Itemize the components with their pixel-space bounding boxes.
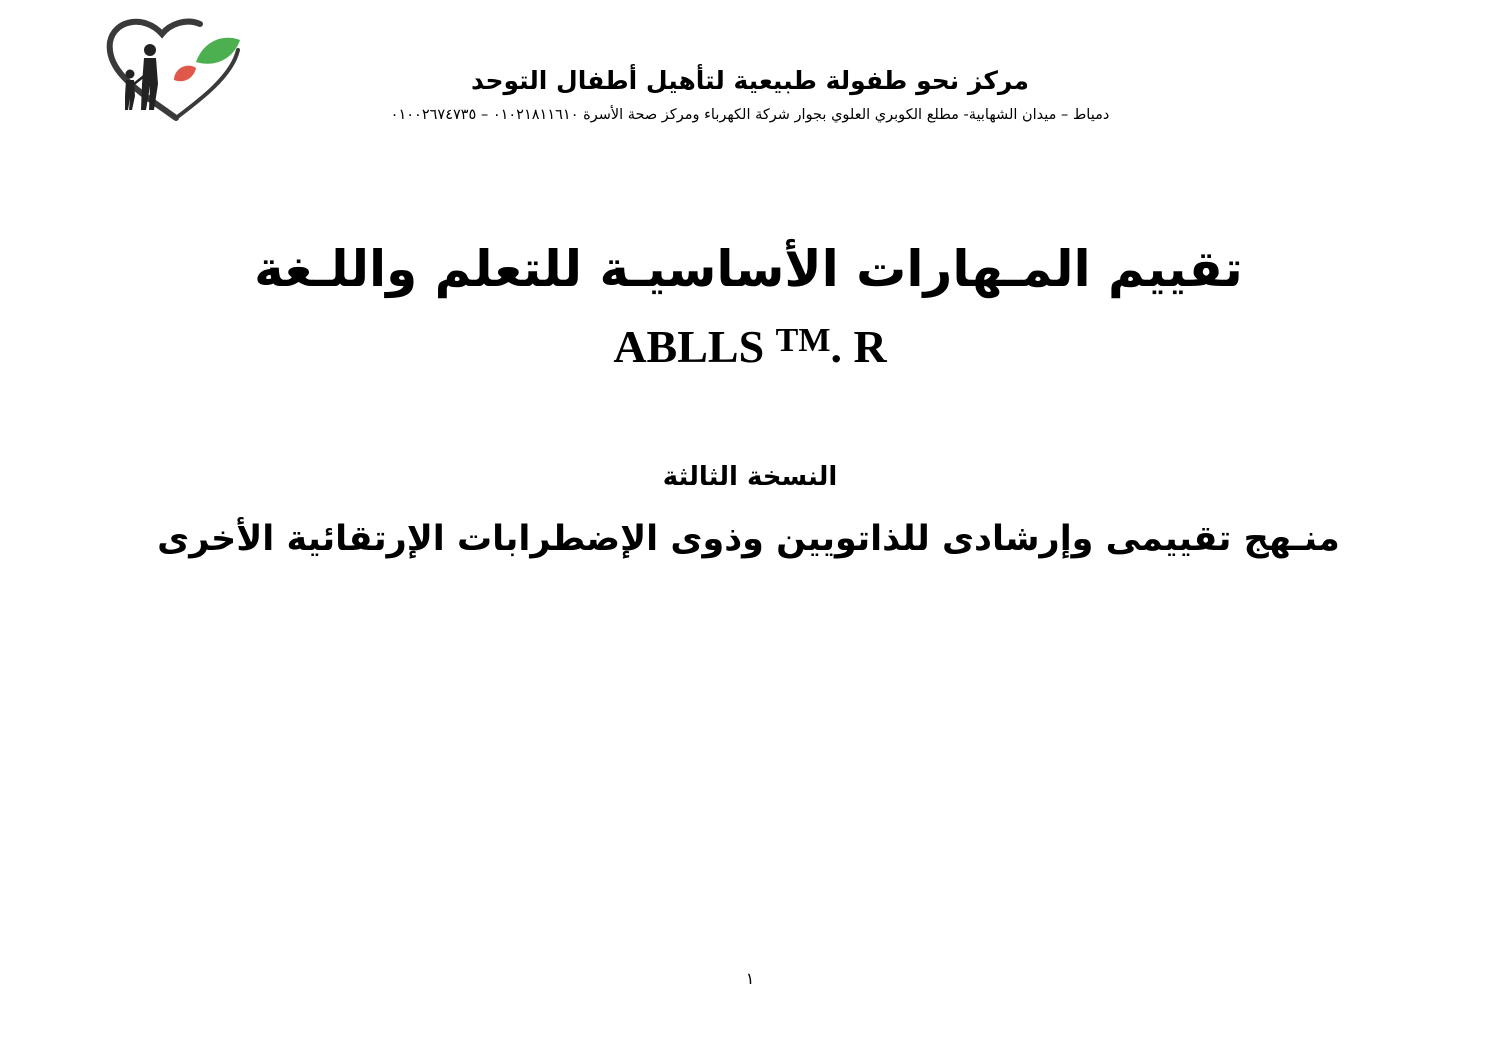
trademark-mark: TM [775,322,831,359]
center-address: دمياط – ميدان الشهابية- مطلع الكوبري العلوي بجوار شركة الكهرباء ومركز صحة الأسرة ٠١٠٢١٨١١٦١٠ – ٠١٠٠٢٦٧٤٧٣٥ [390,107,1110,123]
edition-label: النسخة الثالثة [662,462,838,492]
page-number: ١ [745,969,755,988]
document-title-abbreviation [400,318,1100,376]
parent-child-heart-logo-icon [100,10,252,130]
document-subtitle: منـهج تقييمى وإرشادى للذاتويين وذوى الإضطرابات الإرتقائية الأخرى [157,519,1340,559]
center-name: مركز نحو طفولة طبيعية لتأهيل أطفال التوحد [471,66,1029,95]
abbreviation-text: ABLLS [613,321,765,372]
document-title-arabic: تقييم المـهارات الأساسيـة للتعلم واللـغة [254,240,1243,298]
center-logo [100,10,252,130]
abbreviation-suffix: . R [830,321,887,372]
